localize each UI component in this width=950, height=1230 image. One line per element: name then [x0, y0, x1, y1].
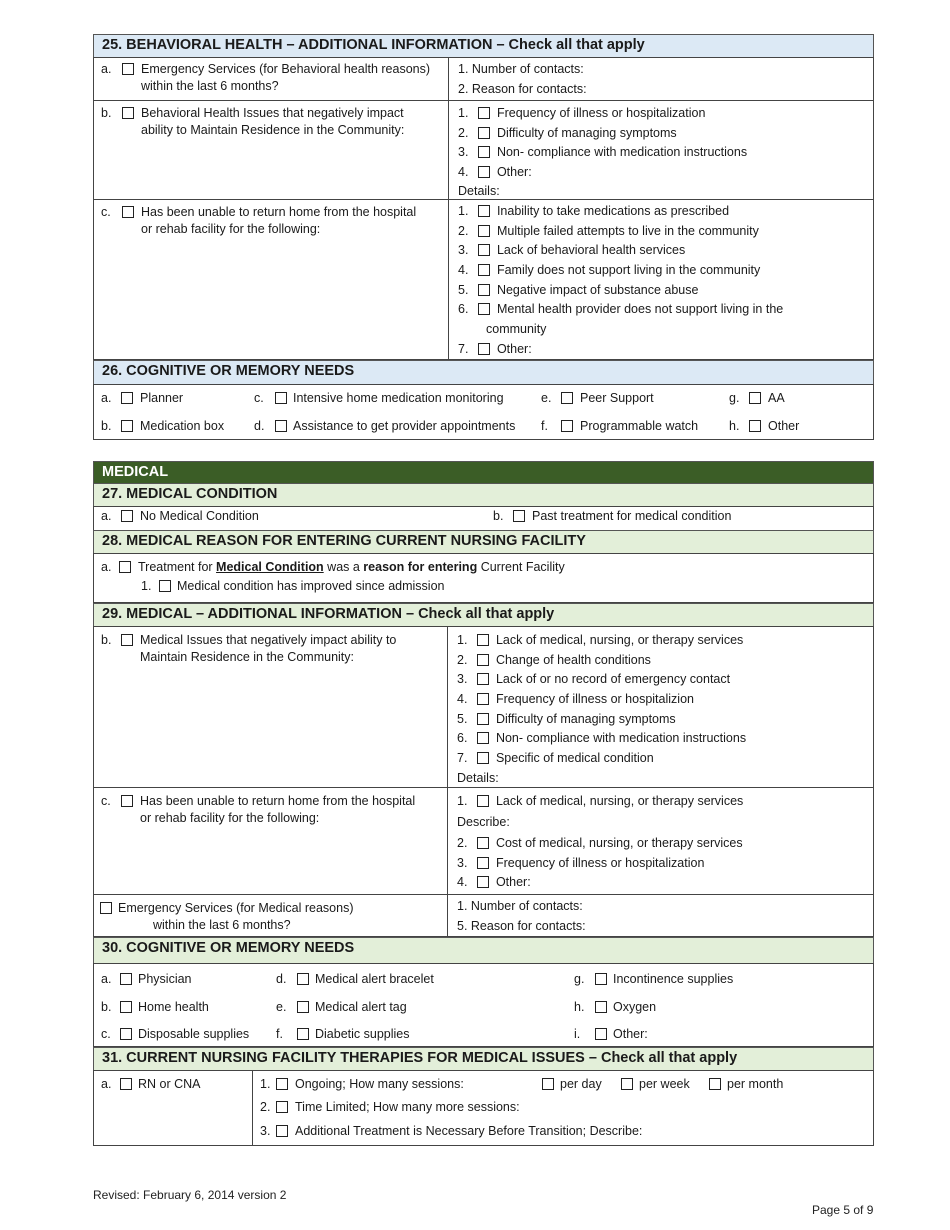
item-letter: i. [574, 1027, 581, 1041]
per-month-checkbox[interactable] [709, 1078, 721, 1090]
bh-c-item-checkbox[interactable] [478, 244, 490, 256]
per-week-label: per week [639, 1077, 690, 1091]
item-letter: d. [276, 972, 287, 986]
no-medical-condition-checkbox[interactable] [121, 510, 133, 522]
bh-c-item-label: Mental health provider does not support living in the [496, 302, 784, 317]
bh-unable-return-label: Has been unable to return home from the hospital [141, 205, 417, 219]
med-describe-field[interactable]: Describe: [457, 815, 510, 829]
item-letter: c. [101, 1027, 111, 1041]
med-b-item-label: Lack of or no record of emergency contact [495, 672, 731, 687]
section-30-title: 30. COGNITIVE OR MEMORY NEEDS [102, 940, 355, 956]
emergency-services-bh-label-2: within the last 6 months? [141, 79, 279, 93]
disposable-supplies-label: Disposable supplies [138, 1027, 250, 1041]
medication-box-label: Medication box [140, 419, 225, 433]
other-30-label: Other: [613, 1027, 648, 1041]
item-letter: a. [101, 391, 112, 405]
item-number: 3. [260, 1124, 271, 1138]
intensive-monitoring-label: Intensive home medication monitoring [293, 391, 504, 405]
additional-treatment-checkbox[interactable] [276, 1125, 288, 1137]
item-letter: e. [276, 1000, 287, 1014]
physician-checkbox[interactable] [120, 973, 132, 985]
bh-item-checkbox[interactable] [478, 107, 490, 119]
med-b-item-checkbox[interactable] [477, 634, 489, 646]
emergency-services-med-label: Emergency Services (for Medical reasons) [118, 901, 354, 915]
section-26-title: 26. COGNITIVE OR MEMORY NEEDS [102, 363, 355, 379]
med-c-item-label: Other: [495, 875, 531, 890]
programmable-watch-checkbox[interactable] [561, 420, 573, 432]
bh-c-item-checkbox[interactable] [478, 303, 490, 315]
section-29-header [93, 603, 874, 627]
no-medical-condition-label: No Medical Condition [140, 509, 259, 523]
condition-improved-checkbox[interactable] [159, 580, 171, 592]
med-unable-return-label-2: or rehab facility for the following: [140, 811, 320, 825]
home-health-checkbox[interactable] [120, 1001, 132, 1013]
bh-issues-label: Behavioral Health Issues that negatively impact [141, 106, 404, 120]
med-unable-return-checkbox[interactable] [121, 795, 133, 807]
bh-item-checkbox[interactable] [478, 127, 490, 139]
emergency-services-bh-label: Emergency Services (for Behavioral health reasons) [141, 62, 431, 76]
alert-bracelet-checkbox[interactable] [297, 973, 309, 985]
bh-c-item-checkbox[interactable] [478, 225, 490, 237]
med-c-item-label: Lack of medical, nursing, or therapy services [495, 794, 744, 808]
bh-item-label: Difficulty of managing symptoms [496, 125, 677, 140]
revision-note: Revised: February 6, 2014 version 2 [93, 1188, 287, 1202]
planner-checkbox[interactable] [121, 392, 133, 404]
per-week-checkbox[interactable] [621, 1078, 633, 1090]
per-month-label: per month [727, 1077, 784, 1091]
med-c-item-label: Frequency of illness or hospitalization [495, 855, 705, 870]
emergency-services-med-label-2: within the last 6 months? [153, 918, 291, 932]
rn-cna-label: RN or CNA [138, 1077, 201, 1091]
med-b-item-checkbox[interactable] [477, 693, 489, 705]
aa-checkbox[interactable] [749, 392, 761, 404]
item-letter: a. [101, 972, 112, 986]
bh-item-checkbox[interactable] [478, 166, 490, 178]
item-number: 1. [260, 1077, 271, 1091]
home-health-label: Home health [138, 1000, 209, 1014]
item-letter: b. [101, 1000, 112, 1014]
item-letter: h. [729, 419, 740, 433]
per-day-label: per day [560, 1077, 602, 1091]
med-c-item-checkbox[interactable] [477, 876, 489, 888]
section-29-title: 29. MEDICAL – ADDITIONAL INFORMATION – Check all that apply [102, 606, 555, 622]
oxygen-checkbox[interactable] [595, 1001, 607, 1013]
rn-cna-checkbox[interactable] [120, 1078, 132, 1090]
bh-c-item-checkbox[interactable] [478, 284, 490, 296]
bh-item-label: Frequency of illness or hospitalization [496, 106, 706, 120]
treatment-reason-checkbox[interactable] [119, 561, 131, 573]
item-letter: g. [574, 972, 585, 986]
other-26-checkbox[interactable] [749, 420, 761, 432]
item-letter: e. [541, 391, 552, 405]
item-letter: g. [729, 391, 740, 405]
section-30-header [93, 937, 874, 964]
section-31-title: 31. CURRENT NURSING FACILITY THERAPIES FOR MEDICAL ISSUES – Check all that apply [102, 1050, 738, 1066]
med-b-item-checkbox[interactable] [477, 732, 489, 744]
peer-support-checkbox[interactable] [561, 392, 573, 404]
bh-c-item-label: Other: [496, 341, 532, 356]
bh-c-item-label: Negative impact of substance abuse [496, 282, 699, 297]
bh-item-checkbox[interactable] [478, 146, 490, 158]
time-limited-checkbox[interactable] [276, 1101, 288, 1113]
peer-support-label: Peer Support [580, 391, 654, 405]
item-letter: h. [574, 1000, 585, 1014]
bh-c-item-label: Family does not support living in the community [496, 263, 761, 278]
med-b-item-checkbox[interactable] [477, 752, 489, 764]
additional-treatment-label: Additional Treatment is Necessary Before Transition; Describe: [295, 1124, 643, 1138]
med-c-item-checkbox[interactable] [477, 837, 489, 849]
row-letter: b. [101, 633, 112, 647]
bh-issues-checkbox[interactable] [122, 107, 134, 119]
item-letter: a. [101, 509, 112, 523]
bh-c-item-label: Lack of behavioral health services [496, 243, 686, 258]
section-27-title: 27. MEDICAL CONDITION [102, 486, 278, 502]
physician-label: Physician [138, 972, 192, 986]
medical-issues-list: 1. Lack of medical, nursing, or therapy services 2. Change of health conditions 3. Lack of or no record of emergency contact 4. Frequency of illness or hospitalizion 5. Difficulty of managing symptoms 6. Non- compliance with medication instructions 7. Specific of medical condition Details: [457, 633, 747, 785]
treatment-reason-label: Treatment for Medical Condition was a reason for entering Current Facility [138, 560, 565, 574]
bh-c-item-label: Inability to take medications as prescribed [496, 204, 730, 218]
med-b-item-label: Non- compliance with medication instructions [495, 731, 747, 746]
medical-issues-label-2: Maintain Residence in the Community: [140, 650, 354, 664]
diabetic-supplies-checkbox[interactable] [297, 1028, 309, 1040]
item-letter: c. [254, 391, 264, 405]
item-letter: b. [101, 419, 112, 433]
item-letter: a. [101, 560, 112, 574]
med-b-item-label: Frequency of illness or hospitalizion [495, 692, 694, 707]
med-c-item-label: Cost of medical, nursing, or therapy services [495, 836, 743, 850]
item-letter: a. [101, 1077, 112, 1091]
bh-details-field[interactable]: Details: [458, 184, 500, 199]
med-reason-for-contacts-field[interactable]: 5. Reason for contacts: [457, 919, 586, 933]
past-treatment-checkbox[interactable] [513, 510, 525, 522]
med-number-of-contacts-field[interactable]: 1. Number of contacts: [457, 899, 583, 913]
section-26-header [93, 360, 874, 385]
row-letter: c. [101, 794, 111, 808]
medical-details-field[interactable]: Details: [457, 770, 499, 785]
oxygen-label: Oxygen [613, 1000, 657, 1014]
medical-title: MEDICAL [102, 464, 169, 480]
alert-tag-label: Medical alert tag [315, 1000, 407, 1014]
section-28-title: 28. MEDICAL REASON FOR ENTERING CURRENT NURSING FACILITY [102, 533, 586, 549]
med-b-item-checkbox[interactable] [477, 713, 489, 725]
medical-header [93, 461, 874, 484]
med-b-item-label: Specific of medical condition [495, 751, 654, 766]
number-of-contacts-field[interactable]: 1. Number of contacts: [458, 62, 584, 76]
time-limited-label: Time Limited; How many more sessions: [295, 1100, 520, 1114]
med-b-item-checkbox[interactable] [477, 654, 489, 666]
incontinence-supplies-checkbox[interactable] [595, 973, 607, 985]
bh-item-label: Other: [496, 164, 532, 179]
medication-box-checkbox[interactable] [121, 420, 133, 432]
diabetic-supplies-label: Diabetic supplies [315, 1027, 410, 1041]
section-25-title: 25. BEHAVIORAL HEALTH – ADDITIONAL INFORMATION – Check all that apply [102, 37, 645, 53]
page-number: Page 5 of 9 [812, 1203, 874, 1217]
other-30-checkbox[interactable] [595, 1028, 607, 1040]
med-b-item-label: Lack of medical, nursing, or therapy services [495, 633, 744, 647]
bh-unable-return-label-2: or rehab facility for the following: [141, 222, 321, 236]
other-26-label: Other [768, 419, 800, 433]
item-letter: b. [493, 509, 504, 523]
row-letter: b. [101, 106, 112, 120]
bh-c-item-checkbox[interactable] [478, 343, 490, 355]
bh-item-label: Non- compliance with medication instructions [496, 145, 748, 160]
med-b-item-label: Difficulty of managing symptoms [495, 711, 676, 726]
aa-label: AA [768, 391, 785, 405]
med-c-item-checkbox[interactable] [477, 795, 489, 807]
intensive-monitoring-checkbox[interactable] [275, 392, 287, 404]
bh-issues-list: 1. Frequency of illness or hospitalization 2. Difficulty of managing symptoms 3. Non- compliance with medication instructions 4. Other: Details: [458, 106, 748, 199]
row-letter: c. [101, 205, 111, 219]
past-treatment-label: Past treatment for medical condition [532, 509, 732, 523]
incontinence-supplies-label: Incontinence supplies [613, 972, 734, 986]
med-unable-return-label: Has been unable to return home from the hospital [140, 794, 416, 808]
per-day-checkbox[interactable] [542, 1078, 554, 1090]
med-b-item-checkbox[interactable] [477, 673, 489, 685]
bh-c-item-checkbox[interactable] [478, 264, 490, 276]
section-27-header [93, 483, 874, 507]
medical-issues-label: Medical Issues that negatively impact ability to [140, 633, 397, 647]
bh-c-item-label: Multiple failed attempts to live in the community [496, 223, 759, 238]
item-number: 1. [141, 579, 152, 593]
med-c-item-checkbox[interactable] [477, 857, 489, 869]
planner-label: Planner [140, 391, 184, 405]
condition-improved-label: Medical condition has improved since admission [177, 579, 445, 593]
item-letter: f. [541, 419, 548, 433]
provider-appointments-checkbox[interactable] [275, 420, 287, 432]
row-letter: a. [101, 62, 112, 76]
ongoing-checkbox[interactable] [276, 1078, 288, 1090]
ongoing-label: Ongoing; How many sessions: [295, 1077, 464, 1091]
provider-appointments-label: Assistance to get provider appointments [293, 419, 516, 433]
bh-unable-return-list: 1. Inability to take medications as prescribed 2. Multiple failed attempts to live in the community 3. Lack of behavioral health services 4. Family does not support living in the community 5. Negative impact of substance abuse 6. Mental health provider does not support living in the community 7. Other: [458, 204, 784, 356]
emergency-services-med-checkbox[interactable] [100, 902, 112, 914]
emergency-services-bh-checkbox[interactable] [122, 63, 134, 75]
item-letter: f. [276, 1027, 283, 1041]
med-unable-return-list: 1. Lack of medical, nursing, or therapy services Describe: 2. Cost of medical, nursing, or therapy services 3. Frequency of illness or hospitalization 4. Other: [457, 794, 744, 890]
bh-issues-label-2: ability to Maintain Residence in the Community: [141, 123, 405, 137]
bh-c-item-checkbox[interactable] [478, 205, 490, 217]
section-28-header [93, 530, 874, 554]
disposable-supplies-checkbox[interactable] [120, 1028, 132, 1040]
bh-c-item-label-cont: community [486, 322, 547, 337]
item-number: 2. [260, 1100, 271, 1114]
bh-unable-return-checkbox[interactable] [122, 206, 134, 218]
medical-issues-checkbox[interactable] [121, 634, 133, 646]
med-b-item-label: Change of health conditions [495, 652, 651, 667]
section-25-header [93, 34, 874, 58]
item-letter: d. [254, 419, 265, 433]
alert-tag-checkbox[interactable] [297, 1001, 309, 1013]
alert-bracelet-label: Medical alert bracelet [315, 972, 434, 986]
section-31-header [93, 1047, 874, 1071]
reason-for-contacts-field[interactable]: 2. Reason for contacts: [458, 82, 587, 96]
programmable-watch-label: Programmable watch [580, 419, 699, 433]
